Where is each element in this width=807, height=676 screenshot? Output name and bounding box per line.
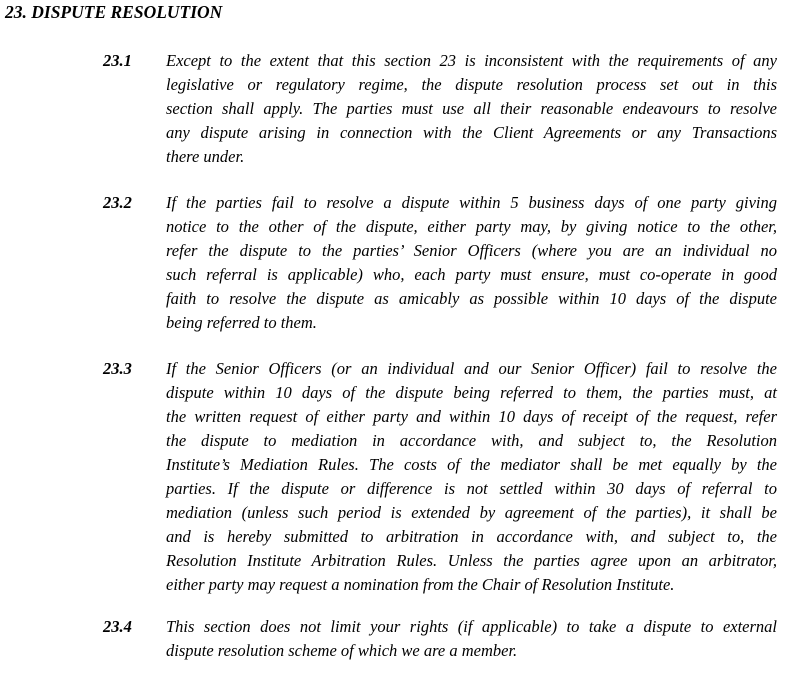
text-line: If the Senior Officers (or an individual and our Senior Officer) fail to resolve the: [166, 359, 777, 378]
clause-text: [166, 357, 777, 597]
clause-number: 23.2: [103, 193, 132, 212]
text-line: either party may request a nomination from the Chair of Resolution Institute.: [166, 575, 675, 594]
text-line: such referral is applicable) who, each party must ensure, must co-operate in good: [166, 265, 777, 284]
text-line: Except to the extent that this section 23 is inconsistent with the requirements of any: [166, 51, 777, 70]
text-line: any dispute arising in connection with the Client Agreements or any Transactions: [166, 123, 777, 142]
text-line: the dispute to mediation in accordance with, and subject to, the Resolution: [166, 431, 777, 450]
text-line: refer the dispute to the parties’ Senior Officers (where you are an individual no: [166, 241, 777, 260]
clause-text: [166, 191, 777, 335]
text-line: mediation (unless such period is extended by agreement of the parties), it shall be: [166, 503, 777, 522]
text-line: the written request of either party and within 10 days of receipt of the request, refer: [166, 407, 777, 426]
text-line: dispute within 10 days of the dispute being referred to them, the parties must, at: [166, 383, 777, 402]
text-line: If the parties fail to resolve a dispute within 5 business days of one party giving: [166, 193, 777, 212]
text-line: dispute resolution scheme of which we are a member.: [166, 641, 518, 660]
clause-number: 23.4: [103, 617, 132, 636]
text-line: section shall apply. The parties must use all their reasonable endeavours to resolve: [166, 99, 777, 118]
text-line: Institute’s Mediation Rules. The costs of the mediator shall be met equally by the: [166, 455, 777, 474]
text-line: legislative or regulatory regime, the dispute resolution process set out in this: [166, 75, 777, 94]
text-line: and is hereby submitted to arbitration in accordance with, and subject to, the: [166, 527, 777, 546]
text-line: there under.: [166, 147, 245, 166]
text-line: faith to resolve the dispute as amicably as possible within 10 days of the dispute: [166, 289, 777, 308]
text-line: notice to the other of the dispute, either party may, by giving notice to the other,: [166, 217, 777, 236]
clause-text: [166, 615, 777, 663]
text-line: Resolution Institute Arbitration Rules. Unless the parties agree upon an arbitrator,: [166, 551, 777, 570]
text-line: parties. If the dispute or difference is not settled within 30 days of referral to: [166, 479, 777, 498]
text-line: being referred to them.: [166, 313, 317, 332]
clause-text: [166, 49, 777, 169]
section-heading: 23. DISPUTE RESOLUTION: [5, 2, 223, 22]
clause-number: 23.1: [103, 51, 132, 70]
clause-number: 23.3: [103, 359, 132, 378]
text-line: This section does not limit your rights (if applicable) to take a dispute to external: [166, 617, 777, 636]
